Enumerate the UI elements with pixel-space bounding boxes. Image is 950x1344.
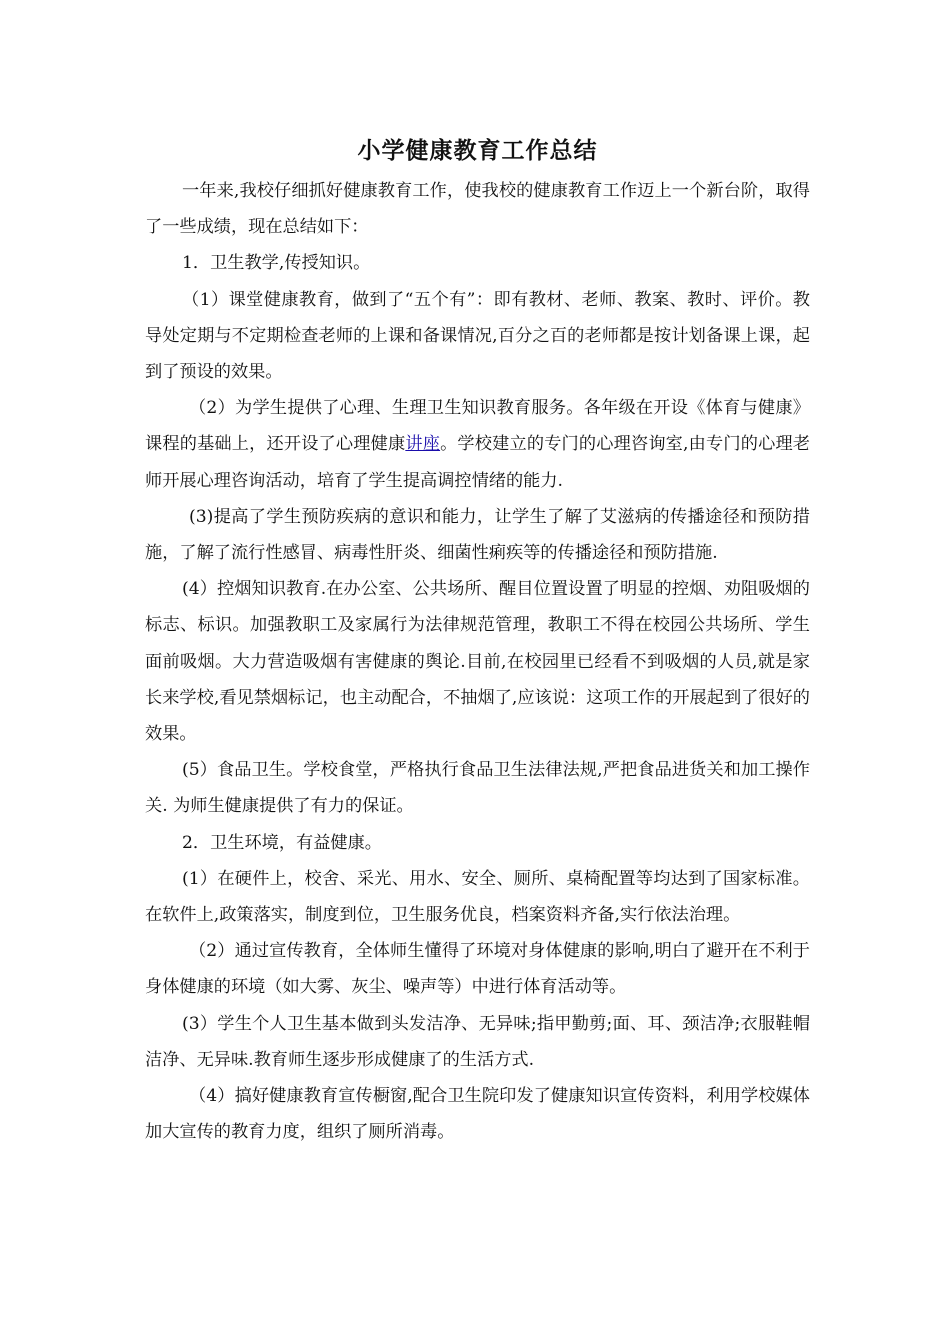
- paragraph-1-1: （1）课堂健康教育，做到了“五个有”：即有教材、老师、教案、教时、评价。教导处定期与不定期检查老师的上课和备课情况,百分之百的老师都是按计划备课上课，起到了预设的效果。: [145, 289, 810, 383]
- paragraph-1-3: (3)提高了学生预防疾病的意识和能力，让学生了解了艾滋病的传播途径和预防措施，了解了流行性感冒、病毒性肝炎、细菌性痢疾等的传播途径和预防措施.: [145, 506, 810, 564]
- lecture-link[interactable]: 讲座: [405, 434, 441, 455]
- paragraph-1-2: [145, 390, 810, 499]
- paragraph-1-4: (4）控烟知识教育.在办公室、公共场所、醒目位置设置了明显的控烟、劝阻吸烟的标志、标识。加强教职工及家属行为法律规范管理，教职工不得在校园公共场所、学生面前吸烟。大力营造吸烟有害健康的舆论.目前,在校园里已经看不到吸烟的人员,就是家长来学校,看见禁烟标记，也主动配合，不抽烟了,应该说：这项工作的开展起到了很好的效果。: [145, 579, 810, 745]
- document-page: [145, 130, 810, 1150]
- paragraph-1-5: (5）食品卫生。学校食堂，严格执行食品卫生法律法规,严把食品进货关和加工操作关. 为师生健康提供了有力的保证。: [145, 760, 810, 817]
- paragraph-2-1: (1）在硬件上，校舍、采光、用水、安全、厕所、桌椅配置等均达到了国家标准。在软件上,政策落实，制度到位，卫生服务优良，档案资料齐备,实行依法治理。: [145, 868, 810, 926]
- paragraph-2-2: （2）通过宣传教育，全体师生懂得了环境对身体健康的影响,明白了避开在不利于身体健康的环境（如大雾、灰尘、噪声等）中进行体育活动等。: [145, 941, 810, 998]
- paragraph-2-4: （4）搞好健康教育宣传橱窗,配合卫生院印发了健康知识宣传资料，利用学校媒体加大宣传的教育力度，组织了厕所消毒。: [145, 1086, 810, 1143]
- intro-paragraph: 一年来,我校仔细抓好健康教育工作，使我校的健康教育工作迈上一个新台阶，取得了一些成绩，现在总结如下：: [145, 181, 810, 238]
- section-2-heading: 2．卫生环境，有益健康。: [182, 832, 382, 853]
- document-title: 小学健康教育工作总结: [357, 138, 598, 164]
- paragraph-text: （2）为学生提供了心理、生理卫生知识教育服务。各年级在开设《体育与健康》课程的基础上，还开设了心理健康: [145, 398, 810, 455]
- section-1-heading: 1．卫生教学,传授知识。: [182, 253, 371, 274]
- paragraph-text: 。学校建立的专门的心理咨询室,由专门的心理老师开展心理咨询活动，培育了学生提高调控情绪的能力.: [145, 434, 810, 491]
- paragraph-2-3: (3）学生个人卫生基本做到头发洁净、无异味;指甲勤剪;面、耳、颈洁净;衣服鞋帽洁净、无异味.教育师生逐步形成健康了的生活方式.: [145, 1013, 810, 1070]
